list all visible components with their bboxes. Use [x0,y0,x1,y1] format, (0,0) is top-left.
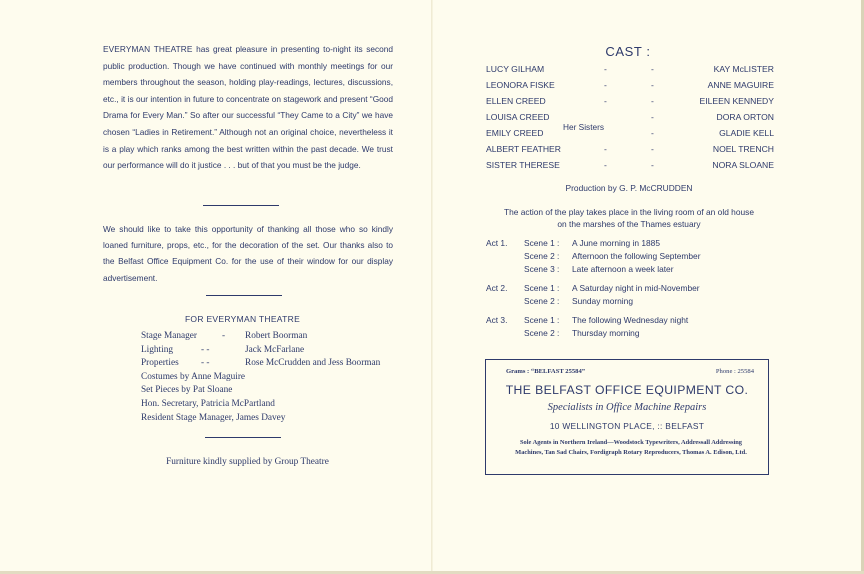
staff-role: Properties [141,358,179,369]
staff-dash: - [222,331,226,341]
staff-role: Hon. Secretary, Patricia McPartland [141,398,275,409]
cast-row [486,160,774,174]
furniture-credit: Furniture kindly supplied by Group Theatre [166,457,329,467]
belfast-office-equipment-advert [485,359,769,475]
cast-dash: - [651,160,654,170]
scene-number: Scene 1 : [524,283,560,293]
setting-line: The action of the play takes place in the living room of an old house [503,207,754,217]
scene-number: Scene 1 : [524,315,560,325]
cast-dash: - [604,64,607,74]
scene-number: Scene 3 : [524,264,560,274]
intro-lead: EVERYMAN THEATRE [103,44,193,54]
staff-role: Resident Stage Manager, James Davey [141,412,286,423]
cast-dash: - [651,144,654,154]
advert-specialists: Specialists in Office Machine Repairs [547,402,707,413]
scene-number: Scene 2 : [524,328,560,338]
advert-address: 10 WELLINGTON PLACE, :: BELFAST [549,421,705,431]
cast-dash: - [651,64,654,74]
production-credit: Production by G. P. McCRUDDEN [565,183,693,193]
staff-role: Costumes by Anne Maguire [141,371,246,382]
cast-row [486,144,774,158]
cast-actor: NOEL TRENCH [712,144,774,154]
cast-dash: - [651,128,654,138]
staff-role: Lighting [141,344,174,355]
cast-dash: - [604,144,607,154]
setting-note [482,206,776,231]
cast-actor: KAY McLISTER [713,64,774,74]
cast-role: ELLEN CREED [486,96,546,106]
staff-name: Rose McCrudden and Jess Boorman [245,358,381,369]
scene-number: Scene 2 : [524,251,560,261]
staff-role: Stage Manager [141,331,198,341]
act-label: Act 3. [486,315,508,325]
thanks-paragraph: We should like to take this opportunity of thanking all those who so kindly loaned furniture, props, etc., for the decoration of the set. Our thanks also to the Belfast Office Equipment Co. for the use of their window for our display advertisement. [103,224,393,283]
staff-name: Robert Boorman [245,331,308,341]
advert-company-name: THE BELFAST OFFICE EQUIPMENT CO. [505,383,749,397]
staff-name: Jack McFarlane [245,344,305,355]
scene-description: Late afternoon a week later [572,264,674,274]
cast-row [486,96,774,110]
divider-rule [203,205,279,206]
cast-actor: NORA SLOANE [712,160,774,170]
cast-role: LUCY GILHAM [486,64,545,74]
cast-row [486,112,774,126]
scene-description: Afternoon the following September [572,251,701,261]
cast-role: ALBERT FEATHER [486,144,561,154]
intro-paragraph [103,41,393,174]
her-sisters-label: Her Sisters [563,122,605,132]
cast-role: SISTER THERESE [486,160,560,170]
scene-number: Scene 1 : [524,238,560,248]
scene-description: The following Wednesday night [572,315,689,325]
advert-phone: Phone : 25584 [715,368,754,375]
scene-number: Scene 2 : [524,296,560,306]
cast-dash: - [604,80,607,90]
divider-rule [205,437,281,438]
scene-description: A Saturday night in mid-November [572,283,700,293]
cast-dash: - [651,96,654,106]
cast-dash: - [604,160,607,170]
setting-line: on the marshes of the Thames estuary [557,219,701,230]
scene-description: Sunday morning [572,296,633,306]
act-label: Act 1. [486,238,508,248]
advert-sole-agents: Sole Agents in Northern Ireland—Woodstock Typewriters, Addressall Addressing Machines, Tan Sad Chairs, Fordigraph Rotary Reproducers, Thomas A. Edison, Ltd. [515,439,747,456]
staff-dash: - - [201,344,210,355]
cast-role: EMILY CREED [486,128,544,138]
cast-dash: - [651,112,654,122]
scene-description: A June morning in 1885 [572,238,660,248]
cast-role: LOUISA CREED [486,112,550,122]
act-label: Act 2. [486,283,508,293]
intro-text: has great pleasure in presenting to-night its second public production. Though we have continued with monthly meetings for our members throughout the season, holding play-readings, lectures, discussions, etc., it is our intention in future to concentrate on stagework and present “Good Drama for Every Man.” So after our successful “They Came to a City” we have chosen “Ladies in Retirement.” Although not an original choice, nevertheless it is a play which ranks among the best written within the past decade. We trust our performance will do it justice . . . but of that you must be the judge. [103,44,394,171]
staff-dash: - - [201,358,210,369]
centre-fold [431,0,433,574]
cast-title: CAST : [605,44,651,59]
cast-row [486,64,774,78]
staff-role: Set Pieces by Pat Sloane [141,385,233,396]
cast-role: LEONORA FISKE [486,80,555,90]
cast-dash: - [604,96,607,106]
for-everyman-heading: FOR EVERYMAN THEATRE [184,314,301,324]
cast-row [486,128,774,142]
cast-actor: DORA ORTON [716,112,774,122]
divider-rule [206,295,282,296]
cast-actor: GLADIE KELL [719,128,774,138]
cast-actor: EILEEN KENNEDY [699,96,774,106]
advert-grams: Grams : “BELFAST 25584” [506,368,586,375]
cast-row [486,80,774,94]
scene-description: Thursday morning [572,328,640,338]
cast-actor: ANNE MAGUIRE [707,80,774,90]
cast-dash: - [651,80,654,90]
